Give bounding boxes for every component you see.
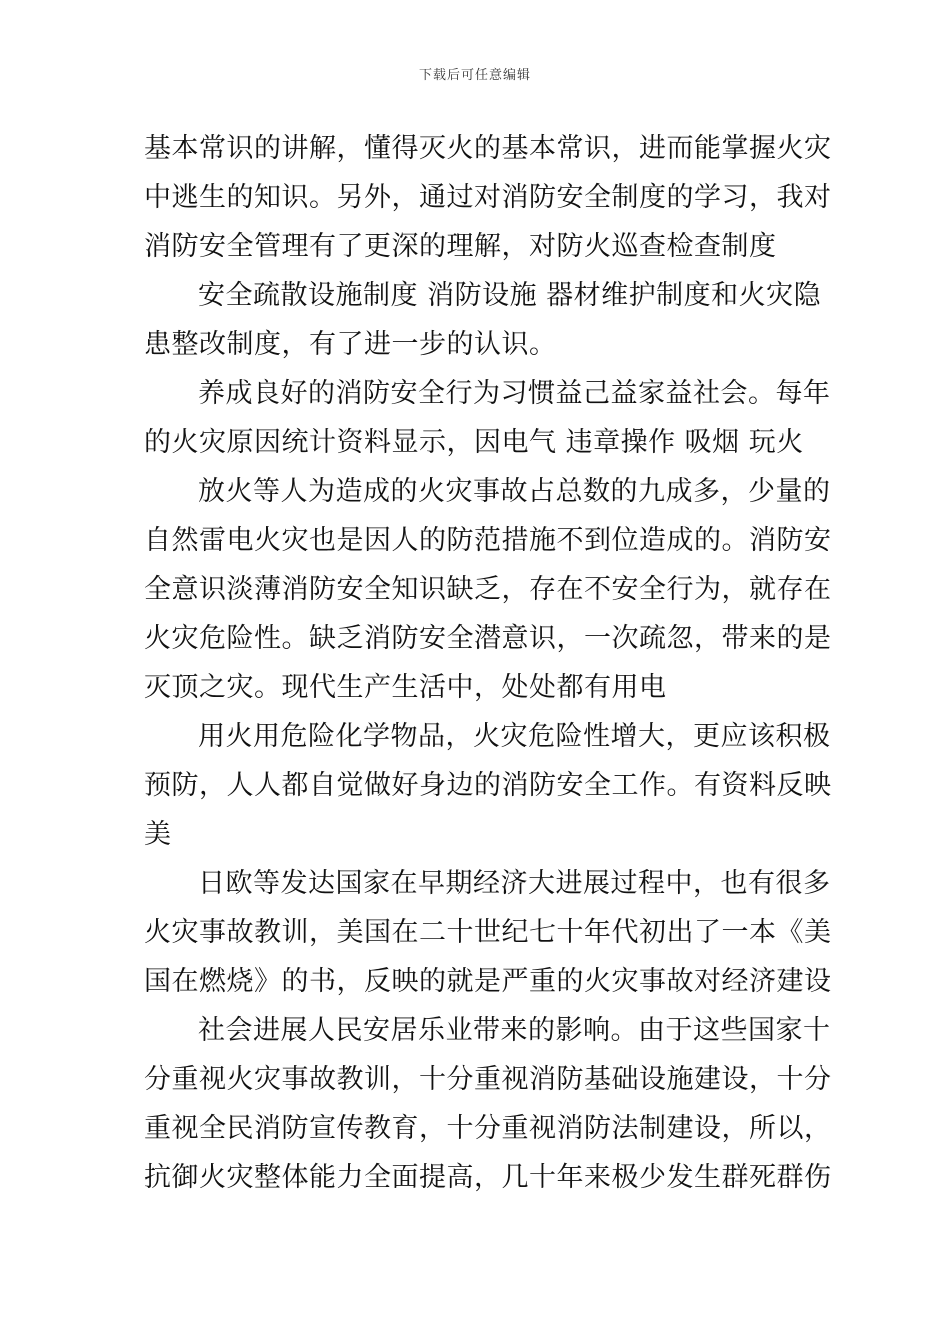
text-line: 日欧等发达国家在早期经济大进展过程中，也有很多 — [198, 868, 831, 899]
text-line: 患整改制度，有了进一步的认识。 — [144, 329, 557, 360]
page-header-note: 下载后可任意编辑 — [418, 68, 531, 83]
text-line: 用火用危险化学物品，火灾危险性增大，更应该积极 — [198, 721, 831, 752]
text-line: 抗御火灾整体能力全面提高，几十年来极少发生群死群伤 — [144, 1162, 832, 1193]
text-line: 基本常识的讲解，懂得灭火的基本常识，进而能掌握火灾 — [144, 133, 832, 164]
text-line: 安全疏散设施制度 消防设施 器材维护制度和火灾隐 — [198, 280, 822, 311]
text-line: 放火等人为造成的火灾事故占总数的九成多，少量的 — [198, 476, 831, 507]
text-line: 国在燃烧》的书，反映的就是严重的火灾事故对经济建设 — [144, 966, 832, 997]
text-line: 预防，人人都自觉做好身边的消防安全工作。有资料反映 — [144, 770, 832, 801]
text-line: 自然雷电火灾也是因人的防范措施不到位造成的。消防安 — [144, 525, 832, 556]
text-line: 的火灾原因统计资料显示，因电气 违章操作 吸烟 玩火 — [144, 427, 804, 458]
text-line: 养成良好的消防安全行为习惯益己益家益社会。每年 — [198, 378, 831, 409]
text-line: 火灾危险性。缺乏消防安全潜意识，一次疏忽，带来的是 — [144, 623, 832, 654]
document-body — [144, 124, 832, 1202]
text-line: 消防安全管理有了更深的理解，对防火巡查检查制度 — [144, 231, 777, 262]
text-line: 火灾事故教训，美国在二十世纪七十年代初出了一本《美 — [144, 917, 832, 948]
text-line: 灭顶之灾。现代生产生活中，处处都有用电 — [144, 672, 667, 703]
text-line: 重视全民消防宣传教育，十分重视消防法制建设，所以， — [144, 1113, 832, 1144]
text-line: 社会进展人民安居乐业带来的影响。由于这些国家十 — [198, 1015, 831, 1046]
text-line: 分重视火灾事故教训，十分重视消防基础设施建设，十分 — [144, 1064, 832, 1095]
text-line: 美 — [144, 819, 172, 850]
text-line: 全意识淡薄消防安全知识缺乏，存在不安全行为，就存在 — [144, 574, 832, 605]
text-line: 中逃生的知识。另外，通过对消防安全制度的学习，我对 — [144, 182, 832, 213]
